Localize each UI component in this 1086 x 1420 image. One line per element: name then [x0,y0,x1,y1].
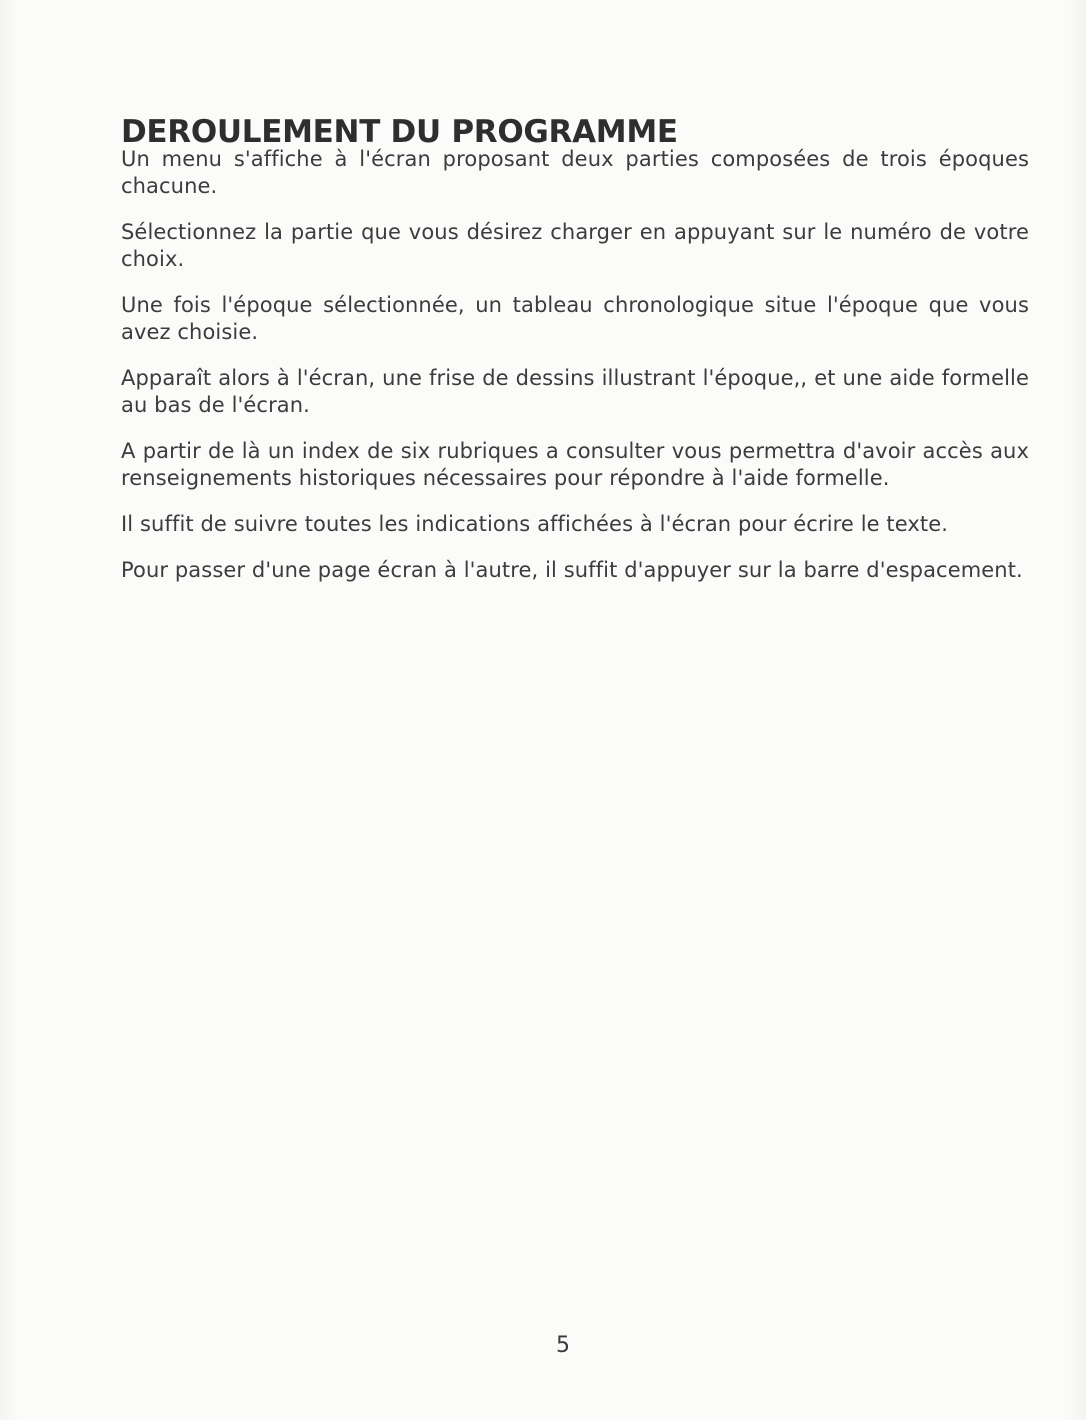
paragraph-spacebar: Pour passer d'une page écran à l'autre, il suffit d'appuyer sur la barre d'espacement. [121,558,1023,582]
paragraph-menu: Un menu s'affiche à l'écran proposant deux parties composées de trois époques chacune. [121,147,1029,198]
section-title: DEROULEMENT DU PROGRAMME [121,114,678,150]
paragraph-chronology: Une fois l'époque sélectionnée, un tableau chronologique situe l'époque que vous avez choisie. [121,293,1029,344]
page-number: 5 [556,1333,570,1358]
paragraph-select-part: Sélectionnez la partie que vous désirez charger en appuyant sur le numéro de votre choix. [121,220,1029,271]
paragraph-frieze: Apparaît alors à l'écran, une frise de dessins illustrant l'époque,, et une aide formelle au bas de l'écran. [121,366,1029,417]
paragraph-instructions: Il suffit de suivre toutes les indications affichées à l'écran pour écrire le texte. [121,512,949,536]
page-content [121,112,1029,603]
paragraph-index: A partir de là un index de six rubriques a consulter vous permettra d'avoir accès aux renseignements historiques nécessaires pour répondre à l'aide formelle. [121,439,1029,490]
